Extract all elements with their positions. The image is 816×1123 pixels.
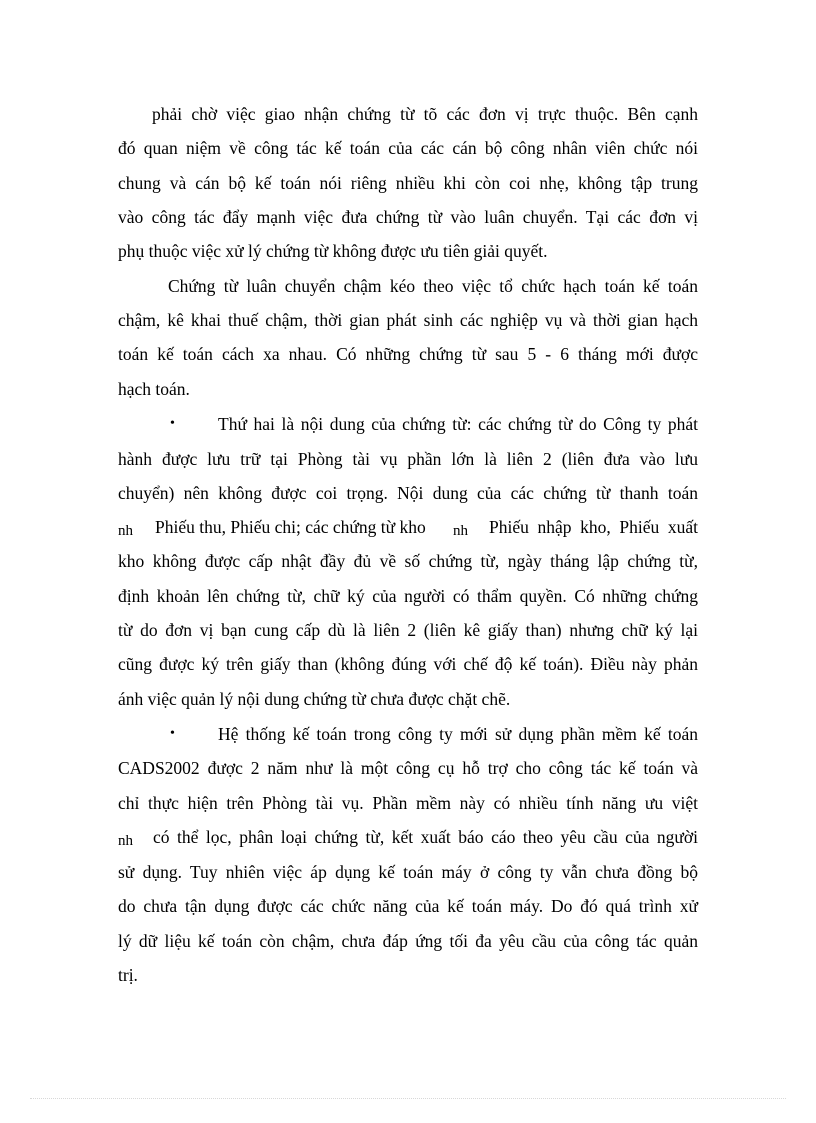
bullet-line: có thể lọc, phân loại chứng từ, kết xuất báo cáo theo yêu cầu của người	[153, 827, 698, 847]
page-bottom-divider	[30, 1098, 786, 1099]
bullet-line: kho không được cấp nhật đầy đủ về số chứng từ, ngày tháng lập chứng từ,	[118, 551, 698, 571]
paragraph-line: Chứng từ luân chuyển chậm kéo theo việc tổ chức hạch toán kế toán	[168, 276, 698, 296]
bullet-line: trị.	[118, 965, 138, 985]
paragraph-line: chậm, kê khai thuế chậm, thời gian phát sinh các nghiệp vụ và thời gian hạch	[118, 310, 698, 330]
paragraph-line: chung và cán bộ kế toán nói riêng nhiều khi còn coi nhẹ, không tập trung	[118, 173, 698, 193]
bullet-line: Thứ hai là nội dung của chứng từ: các chứng từ do Công ty phát	[218, 414, 698, 434]
bullet-line: chỉ thực hiện trên Phòng tài vụ. Phần mềm này có nhiều tính năng ưu việt	[118, 793, 698, 813]
bullet-line: ánh việc quản lý nội dung chứng từ chưa được chặt chẽ.	[118, 689, 511, 709]
paragraph-line: vào công tác đẩy mạnh việc đưa chứng từ vào luân chuyển. Tại các đơn vị	[118, 207, 698, 227]
bullet-line: cũng được ký trên giấy than (không đúng với chế độ kế toán). Điều này phản	[118, 654, 698, 674]
bullet-line: Phiếu nhập kho, Phiếu xuất	[489, 517, 698, 537]
nh-fragment: nh	[453, 523, 468, 539]
bullet-marker: •	[170, 726, 175, 741]
bullet-line: Phiếu thu, Phiếu chi; các chứng từ kho	[155, 517, 426, 537]
bullet-line: chuyển) nên không được coi trọng. Nội dung của các chứng từ thanh toán	[118, 483, 698, 503]
bullet-line: từ do đơn vị bạn cung cấp dù là liên 2 (liên kê giấy than) nhưng chữ ký lại	[118, 620, 698, 640]
bullet-line: do chưa tận dụng được các chức năng của kế toán máy. Do đó quá trình xử	[118, 896, 698, 916]
paragraph-line: hạch toán.	[118, 379, 190, 399]
paragraph-line: phụ thuộc việc xử lý chứng từ không được ưu tiên giải quyết.	[118, 241, 548, 261]
paragraph-line: toán kế toán cách xa nhau. Có những chứng từ sau 5 - 6 tháng mới được	[118, 344, 698, 364]
bullet-line: hành được lưu trữ tại Phòng tài vụ phần lớn là liên 2 (liên đưa vào lưu	[118, 449, 698, 469]
paragraph-line: đó quan niệm về công tác kế toán của các cán bộ công nhân viên chức nói	[118, 138, 698, 158]
nh-fragment: nh	[118, 523, 133, 539]
bullet-line: sử dụng. Tuy nhiên việc áp dụng kế toán máy ở công ty vẫn chưa đồng bộ	[118, 862, 698, 882]
bullet-line: Hệ thống kế toán trong công ty mới sử dụng phần mềm kế toán	[218, 724, 698, 744]
bullet-line: lý dữ liệu kế toán còn chậm, chưa đáp ứng tối đa yêu cầu của công tác quản	[118, 931, 698, 951]
bullet-marker: •	[170, 416, 175, 431]
nh-fragment: nh	[118, 833, 133, 849]
paragraph-line: phải chờ việc giao nhận chứng từ tõ các đơn vị trực thuộc. Bên cạnh	[152, 104, 698, 124]
bullet-line: CADS2002 được 2 năm như là một công cụ hỗ trợ cho công tác kế toán và	[118, 758, 698, 778]
bullet-line: định khoản lên chứng từ, chữ ký của người có thẩm quyền. Có những chứng	[118, 586, 698, 606]
